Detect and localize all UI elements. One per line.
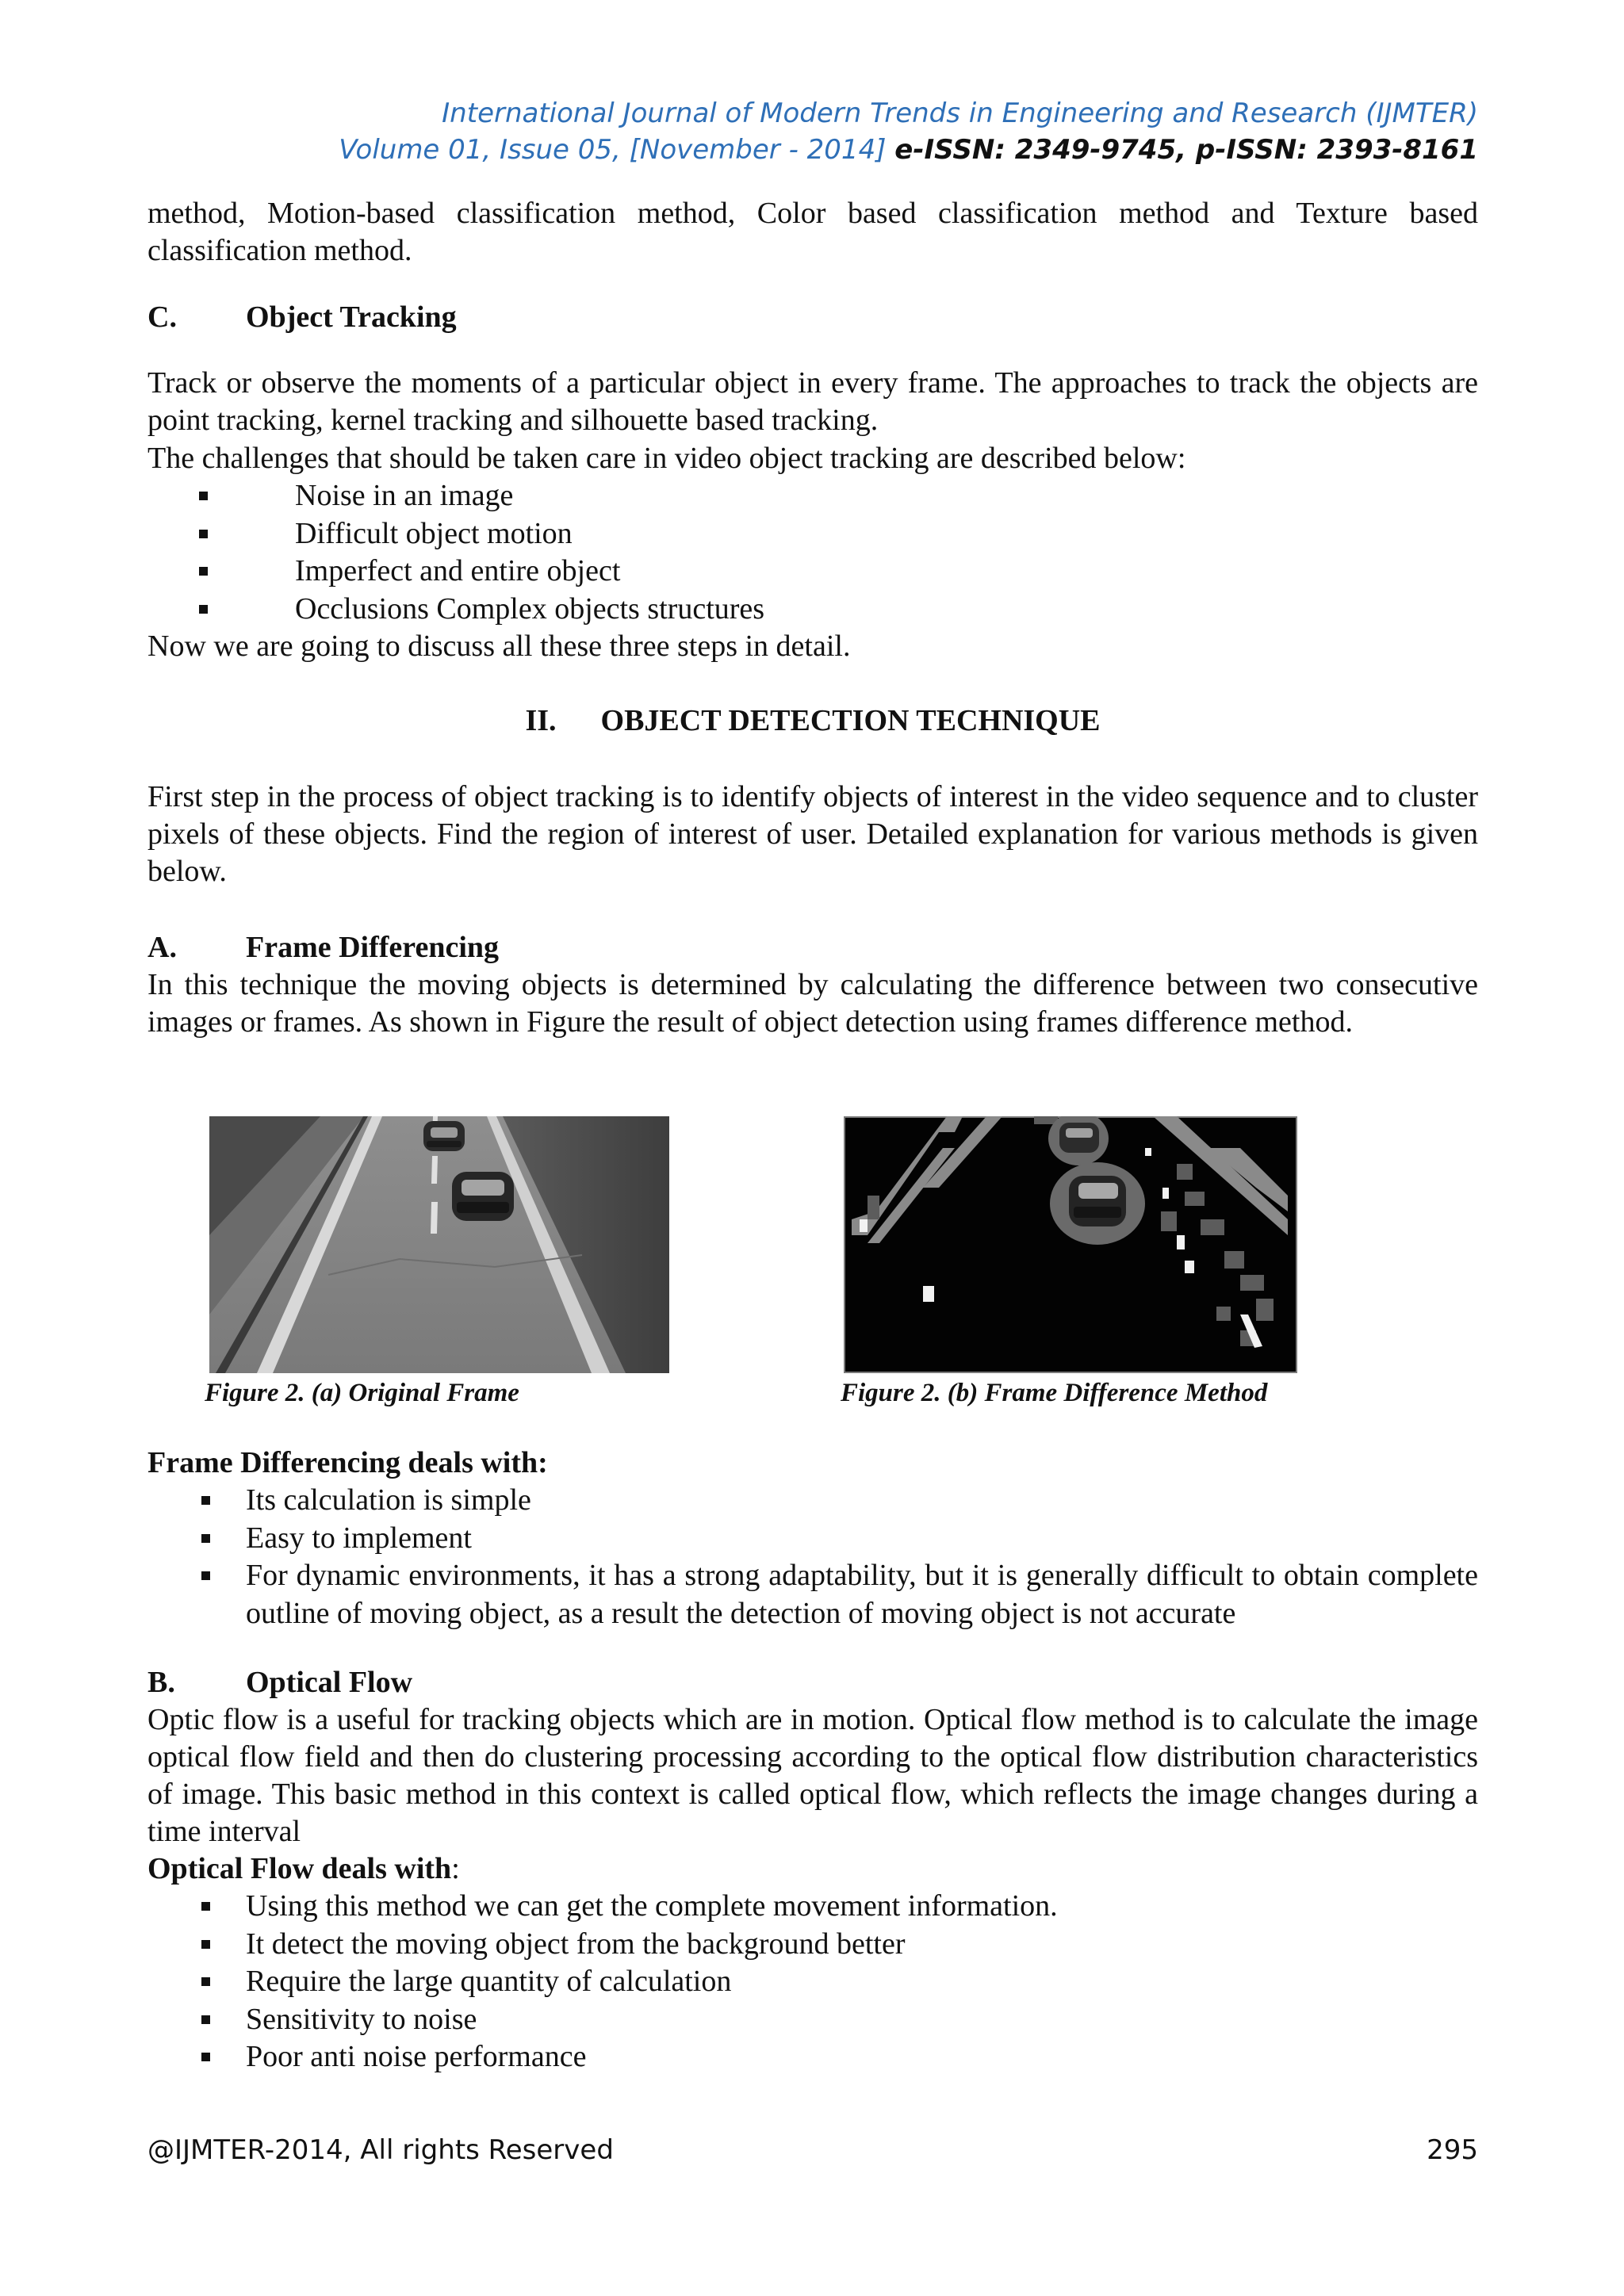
frame-difference-image [844, 1116, 1297, 1373]
list-item: Require the large quantity of calculation [147, 1963, 1478, 2001]
detected-car-near [1050, 1162, 1145, 1245]
section-c-paragraph: Track or observe the moments of a particular object in every frame. The approaches to track the objects are point tracking, kernel tracking and silhouette based tracking. [147, 366, 1478, 437]
frame-diff-deals-heading: Frame Differencing deals with: [147, 1446, 548, 1479]
section-c-title: Object Tracking [246, 300, 457, 334]
bullet-square-icon [201, 1496, 210, 1505]
optical-flow-deals-list [147, 1888, 1478, 2076]
optical-flow-deals-heading [147, 1850, 460, 1888]
section-2-title-text: OBJECT DETECTION TECHNIQUE [600, 704, 1101, 737]
frame-diff-deals-list [147, 1482, 1478, 1632]
highway-image [209, 1116, 669, 1373]
bullet-square-icon [199, 530, 208, 538]
intro-continuation: method, Motion-based classification method, Color based classification method and Texture based classification method. [147, 197, 1478, 267]
list-item: For dynamic environments, it has a strong adaptability, but it is generally difficult to obtain complete outline of moving object, as a result the detection of moving object is not accurate [147, 1557, 1478, 1632]
bullet-square-icon [201, 2053, 210, 2061]
list-item: Poor anti noise performance [147, 2038, 1478, 2076]
bullet-square-icon [201, 2015, 210, 2024]
bullet-square-icon [201, 1571, 210, 1580]
figure-original-frame [209, 1116, 669, 1373]
section-a-heading [147, 929, 499, 966]
challenges-list [147, 477, 1258, 628]
figure-frame-difference [844, 1116, 1297, 1373]
bullet-square-icon [201, 1940, 210, 1949]
section-c-heading [147, 299, 457, 336]
optical-flow-deals-heading-text: Optical Flow deals with [147, 1852, 452, 1885]
bullet-square-icon [201, 1902, 210, 1911]
list-item: Difficult object motion [147, 515, 1258, 553]
section-c-closing: Now we are going to discuss all these three steps in detail. [147, 629, 851, 663]
section-a-paragraph: In this technique the moving objects is determined by calculating the difference between two consecutive images or frames. As shown in Figure the result of object detection using frames difference method. [147, 968, 1478, 1039]
journal-title: International Journal of Modern Trends in Engineering and Research (IJMTER) [442, 98, 1478, 129]
section-a-letter: A. [147, 931, 177, 964]
journal-issue-line [147, 132, 1478, 168]
list-item: Occlusions Complex objects structures [147, 591, 1258, 629]
journal-issn: e-ISSN: 2349-9745, p-ISSN: 2393-8161 [894, 134, 1478, 166]
list-item: Imperfect and entire object [147, 553, 1258, 591]
list-item: Its calculation is simple [147, 1482, 1478, 1520]
journal-volume: Volume 01, Issue 05, [November - 2014] [339, 134, 887, 166]
bullet-square-icon [199, 605, 208, 614]
page-number: 295 [1427, 2134, 1478, 2166]
section-2-paragraph: First step in the process of object tracking is to identify objects of interest in the video sequence and to cluster pixels of these objects. Find the region of interest of user. Detailed explanation for various methods is given below. [147, 780, 1478, 888]
bullet-square-icon [199, 492, 208, 500]
journal-header [147, 95, 1478, 168]
list-item: It detect the moving object from the background better [147, 1926, 1478, 1964]
section-b-heading [147, 1664, 412, 1701]
optical-flow-deals-colon: : [451, 1852, 460, 1885]
figure-b-caption: Figure 2. (b) Frame Difference Method [841, 1379, 1268, 1407]
car-near [452, 1172, 514, 1221]
section-2-number: II. [525, 704, 557, 737]
page-footer [147, 2133, 1478, 2168]
section-b-paragraph: Optic flow is a useful for tracking objects which are in motion. Optical flow method is to calculate the image optical flow field and then do clustering processing according to the optical flow distribution characteristics of image. This basic method in this context is called optical flow, which reflects the image changes during a time interval [147, 1703, 1478, 1848]
section-a-title: Frame Differencing [246, 931, 500, 964]
list-item: Sensitivity to noise [147, 2001, 1478, 2039]
list-item: Using this method we can get the complete movement information. [147, 1888, 1478, 1926]
list-item: Noise in an image [147, 477, 1258, 515]
bullet-square-icon [201, 1977, 210, 1986]
section-b-letter: B. [147, 1666, 175, 1699]
car-far [423, 1121, 465, 1151]
list-item: Easy to implement [147, 1520, 1478, 1558]
footer-copyright: @IJMTER-2014, All rights Reserved [147, 2134, 614, 2166]
challenges-intro: The challenges that should be taken care in video object tracking are described below: [147, 442, 1186, 475]
bullet-square-icon [199, 567, 208, 576]
section-c-letter: C. [147, 300, 177, 334]
figure-a-caption: Figure 2. (a) Original Frame [205, 1379, 519, 1407]
section-2-title [147, 702, 1478, 740]
bullet-square-icon [201, 1534, 210, 1543]
section-b-title: Optical Flow [246, 1666, 413, 1699]
